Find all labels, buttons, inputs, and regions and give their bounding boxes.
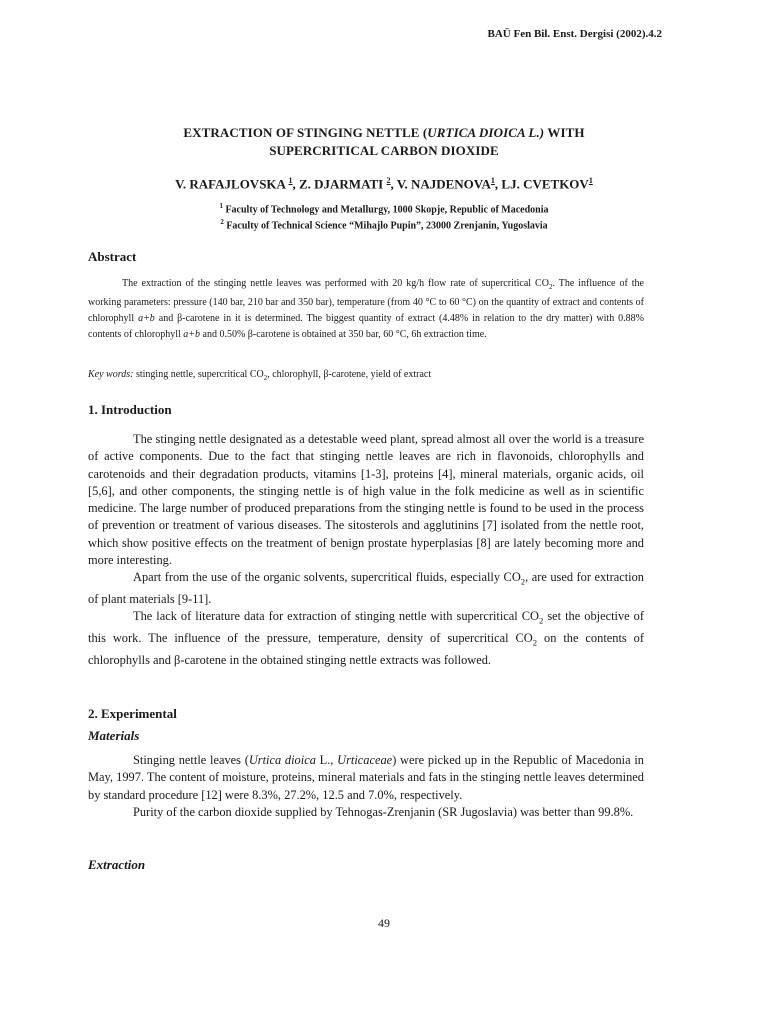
title-line-2: SUPERCRITICAL CARBON DIOXIDE: [269, 143, 499, 158]
author-affiliation-mark: 2: [386, 176, 391, 185]
author-affiliation-mark: 1: [588, 176, 593, 185]
paragraph: The lack of literature data for extraction of stinging nettle with supercritical $CO_2$ set the objective of this work. The influence of the pressure, temperature, density of supercritical $CO_2$ on the contents of chlorophylls and β-carotene in the obtained stinging nettle extracts was followed.: [88, 609, 645, 667]
paragraph: Apart from the use of the organic solvents, supercritical fluids, especially $CO_2$, are used for extraction of plant materials [9-11].: [88, 570, 645, 607]
affiliation-2: $^2$ Faculty of Technical Science “Mihajlo Pupin”, 23000 Zrenjanin, Yugoslavia: [220, 218, 548, 232]
author-affiliation-mark: 1: [288, 176, 293, 185]
paper-title: [0, 124, 768, 160]
author: Z. DJARMATI: [298, 176, 387, 192]
paragraph: Stinging nettle leaves (Urtica dioica L., Urticaceae) were picked up in the Republic of Macedonia in May, 1997. The content of moisture, proteins, mineral materials and fats in the stinging nettle leaves determined by standard procedure [12] were 8.3%, 27.2%, 12.5 and 7.0%, respectively.: [88, 753, 644, 802]
introduction-heading: 1. Introduction: [88, 402, 172, 417]
abstract-text: The extraction of the stinging nettle leaves was performed with 20 kg/h flow rate of supercritical $CO_2$. The influence of the working parameters: pressure (140 bar, 210 bar and 350 bar), temperature (from 40 °C to 60 °C) on the quantity of extract and contents of chlorophyll a+b and β-carotene in it is determined. The biggest quantity of extract (4.48% in relation to the dry matter) with 0.88% contents of chlorophyll a+b and 0.50% β-carotene is obtained at 350 bar, 60 °C, 6h extraction time.: [88, 278, 644, 340]
keywords-label: Key words:: [88, 369, 134, 380]
author-list: V. RAFAJLOVSKA $^1$, Z. DJARMATI $^2$, V. NAJDENOVA$^1$, LJ. CVETKOV$^1$: [175, 176, 593, 192]
materials-heading: Materials: [88, 728, 140, 743]
author: V. NAJDENOVA: [396, 176, 491, 192]
affiliation-1: $^1$ Faculty of Technology and Metallurgy, 1000 Skopje, Republic of Macedonia: [219, 202, 549, 216]
title-line-1: EXTRACTION OF STINGING NETTLE (URTICA DIOICA L.) WITH: [183, 125, 585, 140]
journal-header: BAÜ Fen Bil. Enst. Dergisi (2002).4.2: [487, 28, 662, 40]
author-affiliation-mark: 1: [490, 176, 495, 185]
abstract-heading: Abstract: [88, 249, 137, 264]
extraction-heading: Extraction: [88, 857, 146, 872]
page-number: 49: [378, 916, 390, 930]
paragraph: The stinging nettle designated as a detestable weed plant, spread almost all over the world is a treasure of active components. Due to the fact that stinging nettle leaves are rich in flavonoids, chlorophylls and carotenoids and their degradation products, vitamins [1-3], proteins [4], mineral materials, organic acids, oil [5,6], and other components, the stinging nettle is of high value in the folk medicine as well as in scientific medicine. The large number of produced preparations from the stinging nettle is found to be used in the process of prevention or treatment of various diseases. The sitosterols and agglutinins [7] isolated from the nettle root, which show positive effects on the treatment of benign prostate hyperplasias [8] are lately becoming more and more interesting.: [88, 432, 644, 568]
experimental-heading: 2. Experimental: [88, 706, 177, 721]
keywords: Key words: stinging nettle, supercritical $CO_2$, chlorophyll, β-carotene, yield of extract: [88, 369, 432, 382]
author: V. RAFAJLOVSKA: [175, 176, 289, 192]
introduction-body: [88, 431, 644, 669]
author: LJ. CVETKOV: [501, 176, 589, 192]
paragraph: Purity of the carbon dioxide supplied by Tehnogas-Zrenjanin (SR Jugoslavia) was better than 99.8%.: [133, 804, 634, 819]
materials-body: [88, 752, 644, 821]
